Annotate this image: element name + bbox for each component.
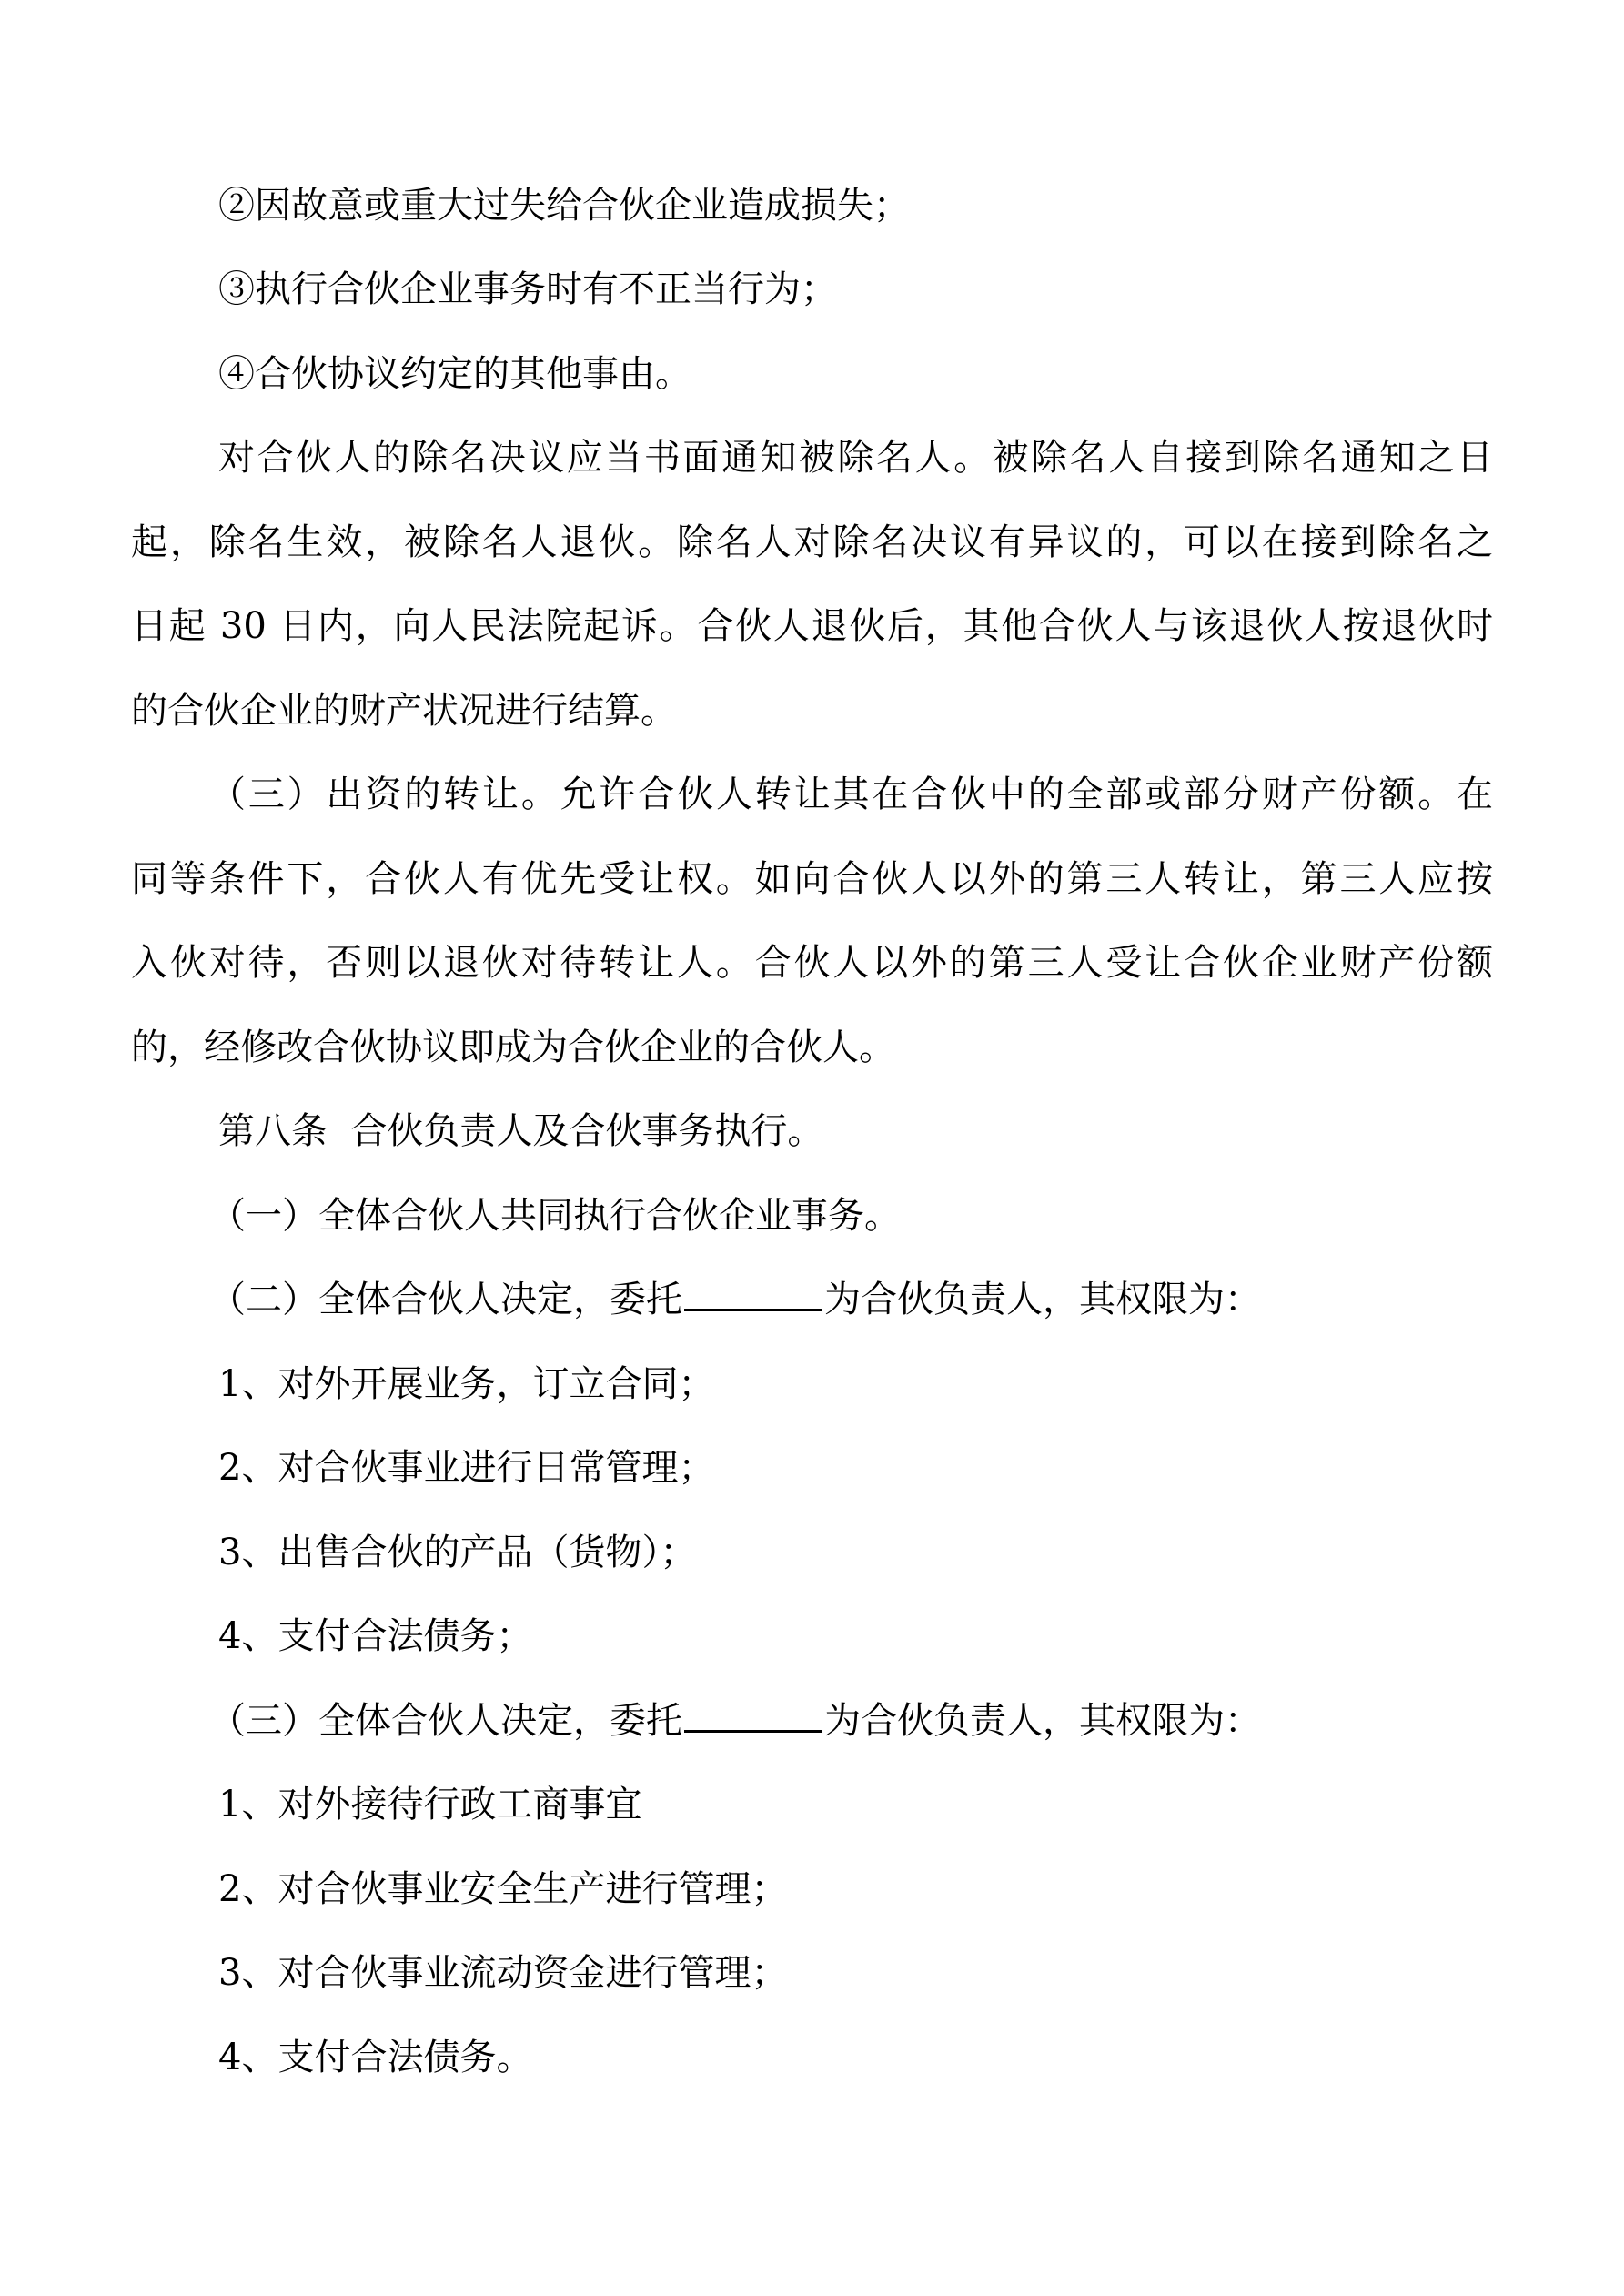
transfer-paragraph-line-3 — [0, 937, 1624, 988]
removal-paragraph-line-1 — [0, 432, 1624, 483]
clause-3-item-2: 2、对合伙事业安全生产进行管理； — [218, 1868, 788, 1910]
transfer-paragraph-text-2: 同等条件下，合伙人有优先受让权。如向合伙人以外的第三人转让，第三人应按 — [131, 858, 1493, 900]
transfer-paragraph-text-3: 入伙对待，否则以退伙对待转让人。合伙人以外的第三人受让合伙企业财产份额 — [131, 942, 1493, 984]
clause-2-item-1: 1、对外开展业务，订立合同； — [218, 1363, 715, 1405]
clause-2-line — [0, 1274, 1624, 1325]
clause-2-item-4: 4、支付合法债务； — [218, 1615, 533, 1657]
clause-3-line — [0, 1695, 1624, 1746]
clause-3-item-1: 1、对外接待行政工商事宜 — [218, 1784, 642, 1826]
removal-paragraph-line-3 — [0, 601, 1624, 652]
clause-2-suffix: 为合伙负责人，其权限为： — [824, 1279, 1261, 1320]
transfer-paragraph-text-1: （三）出资的转让。允许合伙人转让其在合伙中的全部或部分财产份额。在 — [209, 774, 1493, 815]
transfer-paragraph-line-4: 的，经修改合伙协议即成为合伙企业的合伙人。 — [131, 1027, 895, 1068]
removal-paragraph-text-2: 起，除名生效，被除名人退伙。除名人对除名决议有异议的，可以在接到除名之 — [131, 521, 1493, 563]
clause-3-item-4: 4、支付合法债务。 — [218, 2037, 533, 2079]
removal-reason-4: ④合伙协议约定的其他事由。 — [218, 353, 691, 395]
removal-reason-2: ②因故意或重大过失给合伙企业造成损失； — [218, 185, 910, 227]
clause-3-item-3: 3、对合伙事业流动资金进行管理； — [218, 1952, 788, 1994]
clause-2-item-2: 2、对合伙事业进行日常管理； — [218, 1447, 715, 1489]
clause-3-suffix: 为合伙负责人，其权限为： — [824, 1700, 1261, 1742]
clause-1: （一）全体合伙人共同执行合伙企业事务。 — [209, 1195, 901, 1237]
transfer-paragraph-line-1 — [0, 769, 1624, 820]
clause-2-blank — [684, 1276, 822, 1311]
clause-2-prefix: （二）全体合伙人决定，委托 — [209, 1279, 682, 1320]
clause-2-item-3: 3、出售合伙的产品（货物）； — [218, 1532, 697, 1573]
removal-paragraph-text-1: 对合伙人的除名决议应当书面通知被除名人。被除名人自接到除名通知之日 — [218, 437, 1493, 479]
removal-paragraph-line-4: 的合伙企业的财产状况进行结算。 — [131, 690, 677, 732]
removal-reason-3: ③执行合伙企业事务时有不正当行为； — [218, 268, 837, 310]
article-8-title: 第八条 合伙负责人及合伙事务执行。 — [218, 1110, 824, 1152]
transfer-paragraph-line-2 — [0, 854, 1624, 905]
removal-paragraph-text-3: 日起 30 日内，向人民法院起诉。合伙人退伙后，其他合伙人与该退伙人按退伙时 — [131, 605, 1493, 647]
clause-3-blank — [684, 1697, 822, 1733]
removal-paragraph-line-2 — [0, 517, 1624, 568]
clause-3-prefix: （三）全体合伙人决定，委托 — [209, 1700, 682, 1742]
